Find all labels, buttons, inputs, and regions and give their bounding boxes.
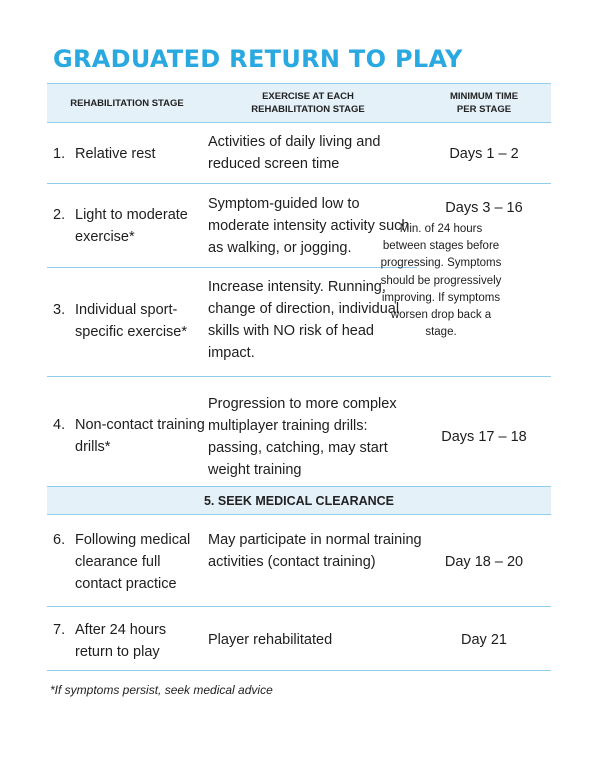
- column-header-stage: REHABILITATION STAGE: [70, 97, 184, 109]
- page-title: GRADUATED RETURN TO PLAY: [53, 45, 463, 73]
- stage-name: Non-contact training drills*: [75, 417, 205, 455]
- stage-number: 7.: [53, 622, 66, 638]
- table-row: [47, 607, 551, 670]
- stage-exercise: Player rehabilitated: [208, 632, 333, 648]
- table-header: [47, 83, 551, 123]
- stage-exercise: Activities of daily living and reduced screen time: [208, 134, 381, 172]
- stage-time: Day 21: [461, 632, 507, 648]
- stage-number: 6.: [53, 532, 66, 548]
- stage-number: 1.: [53, 146, 66, 162]
- stage-time-note: Min. of 24 hours between stages before progressing. Symptoms should be progressively improving. If symptoms worsen drop back a stage.: [380, 223, 502, 339]
- stage-time: Days 3 – 16: [445, 200, 523, 216]
- medical-clearance-banner: 5. SEEK MEDICAL CLEARANCE: [47, 486, 551, 515]
- stage-exercise: Increase intensity. Running, change of direction, individual skills with NO risk of head impact.: [208, 279, 400, 361]
- table-row: [47, 377, 551, 486]
- stage-name: Individual sport-specific exercise*: [75, 302, 188, 340]
- stage-time: Day 18 – 20: [444, 554, 524, 570]
- stage-exercise: May participate in normal training activities (contact training): [208, 532, 422, 570]
- stage-time: Days 17 – 18: [441, 429, 527, 445]
- stage-name: Light to moderate exercise*: [75, 207, 188, 245]
- table-bottom-border: [47, 670, 551, 671]
- stage-name: Following medical clearance full contact practice: [75, 532, 191, 592]
- stage-number: 3.: [53, 302, 66, 318]
- column-header-exercise: EXERCISE AT EACH REHABILITATION STAGE: [251, 91, 365, 115]
- stage-time: Days 1 – 2: [449, 146, 519, 162]
- stage-exercise: Symptom-guided low to moderate intensity activity such as walking, or jogging.: [208, 196, 410, 256]
- stage-name: After 24 hours return to play: [75, 622, 167, 660]
- stage-number: 4.: [53, 417, 66, 433]
- stage-number: 2.: [53, 207, 66, 223]
- table-row: [47, 121, 551, 183]
- table-row: [47, 514, 551, 606]
- footnote: *If symptoms persist, seek medical advice: [50, 683, 273, 697]
- stage-exercise: Progression to more complex multiplayer training drills: passing, catching, may start weight training: [208, 396, 397, 478]
- stage-name: Relative rest: [75, 146, 156, 162]
- column-header-time: MINIMUM TIME PER STAGE: [449, 91, 519, 115]
